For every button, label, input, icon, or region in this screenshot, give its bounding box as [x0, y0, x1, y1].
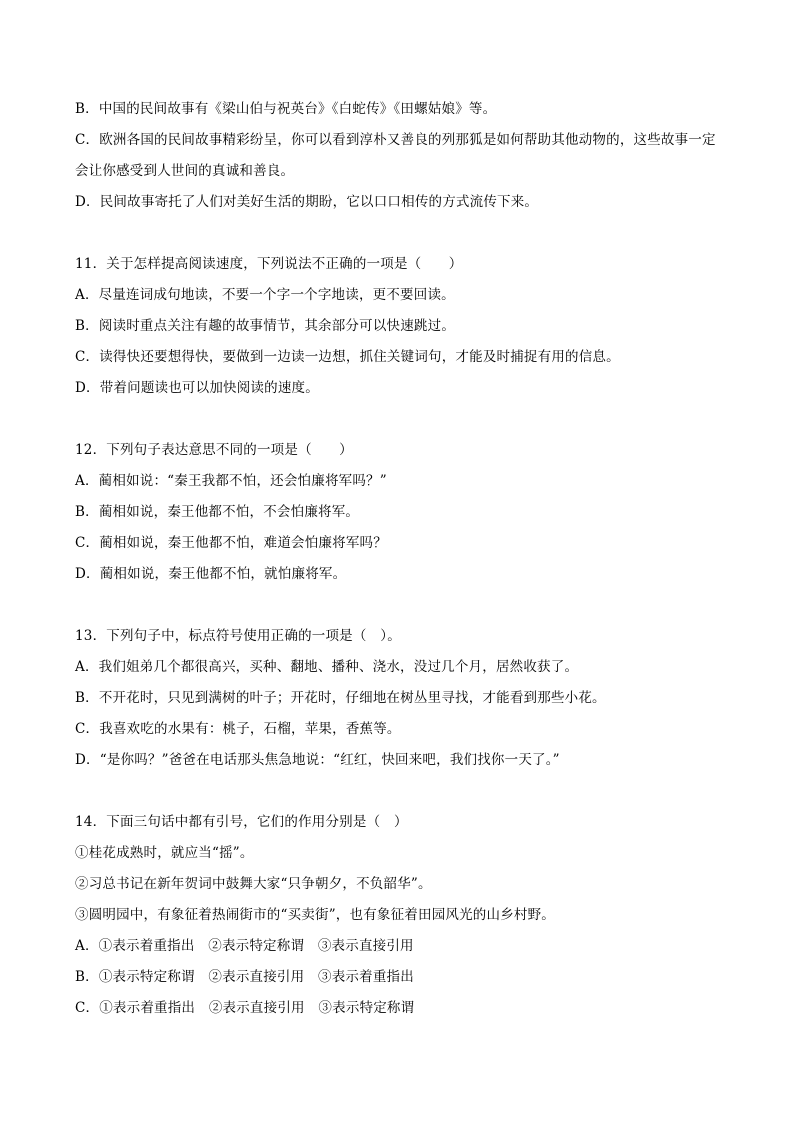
option-a: A．尽量连词成句地读，不要一个字一个字地读，更不要回读。 [75, 287, 455, 303]
spacer [75, 218, 735, 249]
option-b: B．阅读时重点关注有趣的故事情节，其余部分可以快速跳过。 [75, 318, 456, 334]
option-d: D．带着问题读也可以加快阅读的速度。 [75, 380, 319, 396]
exam-page [75, 94, 735, 1024]
option-b: B．①表示特定称谓 ②表示直接引用 ③表示着重指出 [75, 969, 414, 985]
option-b: B．不开花时，只见到满树的叶子；开花时，仔细地在树丛里寻找，才能看到那些小花。 [75, 690, 606, 706]
option-c: C．欧洲各国的民间故事精彩纷呈，你可以看到淳朴又善良的列那狐是如何帮助其他动物的，这些故事一定 [75, 132, 716, 148]
option-a: A．①表示着重指出 ②表示特定称谓 ③表示直接引用 [75, 938, 414, 954]
option-c: C．我喜欢吃的水果有：桃子，石榴，苹果，香蕉等。 [75, 721, 401, 737]
option-d: D．蔺相如说，秦王他都不怕，就怕廉将军。 [75, 566, 347, 582]
spacer [75, 404, 735, 435]
question-11 [75, 249, 735, 404]
option-d: D．民间故事寄托了人们对美好生活的期盼，它以口口相传的方式流传下来。 [75, 194, 539, 210]
option-c: C．①表示着重指出 ②表示直接引用 ③表示特定称谓 [75, 1000, 415, 1016]
option-d: D．“是你吗？”爸爸在电话那头焦急地说：“红红，快回来吧，我们找你一天了。” [75, 752, 560, 768]
sentence-2: ②习总书记在新年贺词中鼓舞大家“只争朝夕，不负韶华”。 [75, 876, 432, 892]
spacer [75, 776, 735, 807]
option-c: C．蔺相如说，秦王他都不怕，难道会怕廉将军吗？ [75, 535, 387, 551]
option-c: C．读得快还要想得快，要做到一边读一边想，抓住关键词句，才能及时捕捉有用的信息。 [75, 349, 620, 365]
option-a: A．我们姐弟几个都很高兴，买种、翻地、播种、浇水，没过几个月，居然收获了。 [75, 659, 579, 675]
question-stem: 13．下列句子中，标点符号使用正确的一项是（ ）。 [75, 628, 401, 644]
sentence-3: ③圆明园中，有象征着热闹街市的“买卖街”，也有象征着田园风光的山乡村野。 [75, 907, 556, 923]
question-14 [75, 807, 735, 1024]
question-12 [75, 435, 735, 590]
question-10-carryover [75, 94, 735, 218]
question-stem: 11．关于怎样提高阅读速度，下列说法不正确的一项是（ ） [75, 256, 463, 272]
question-stem: 14．下面三句话中都有引号，它们的作用分别是（ ） [75, 814, 408, 830]
question-13 [75, 621, 735, 776]
option-a: A．蔺相如说：“秦王我都不怕，还会怕廉将军吗？” [75, 473, 387, 489]
question-stem: 12．下列句子表达意思不同的一项是（ ） [75, 442, 353, 458]
option-b: B．中国的民间故事有《梁山伯与祝英台》《白蛇传》《田螺姑娘》等。 [75, 101, 497, 117]
option-c-continued: 会让你感受到人世间的真诚和善良。 [75, 163, 295, 179]
sentence-1: ①桂花成熟时，就应当“摇”。 [75, 845, 254, 861]
option-b: B．蔺相如说，秦王他都不怕，不会怕廉将军。 [75, 504, 360, 520]
spacer [75, 590, 735, 621]
